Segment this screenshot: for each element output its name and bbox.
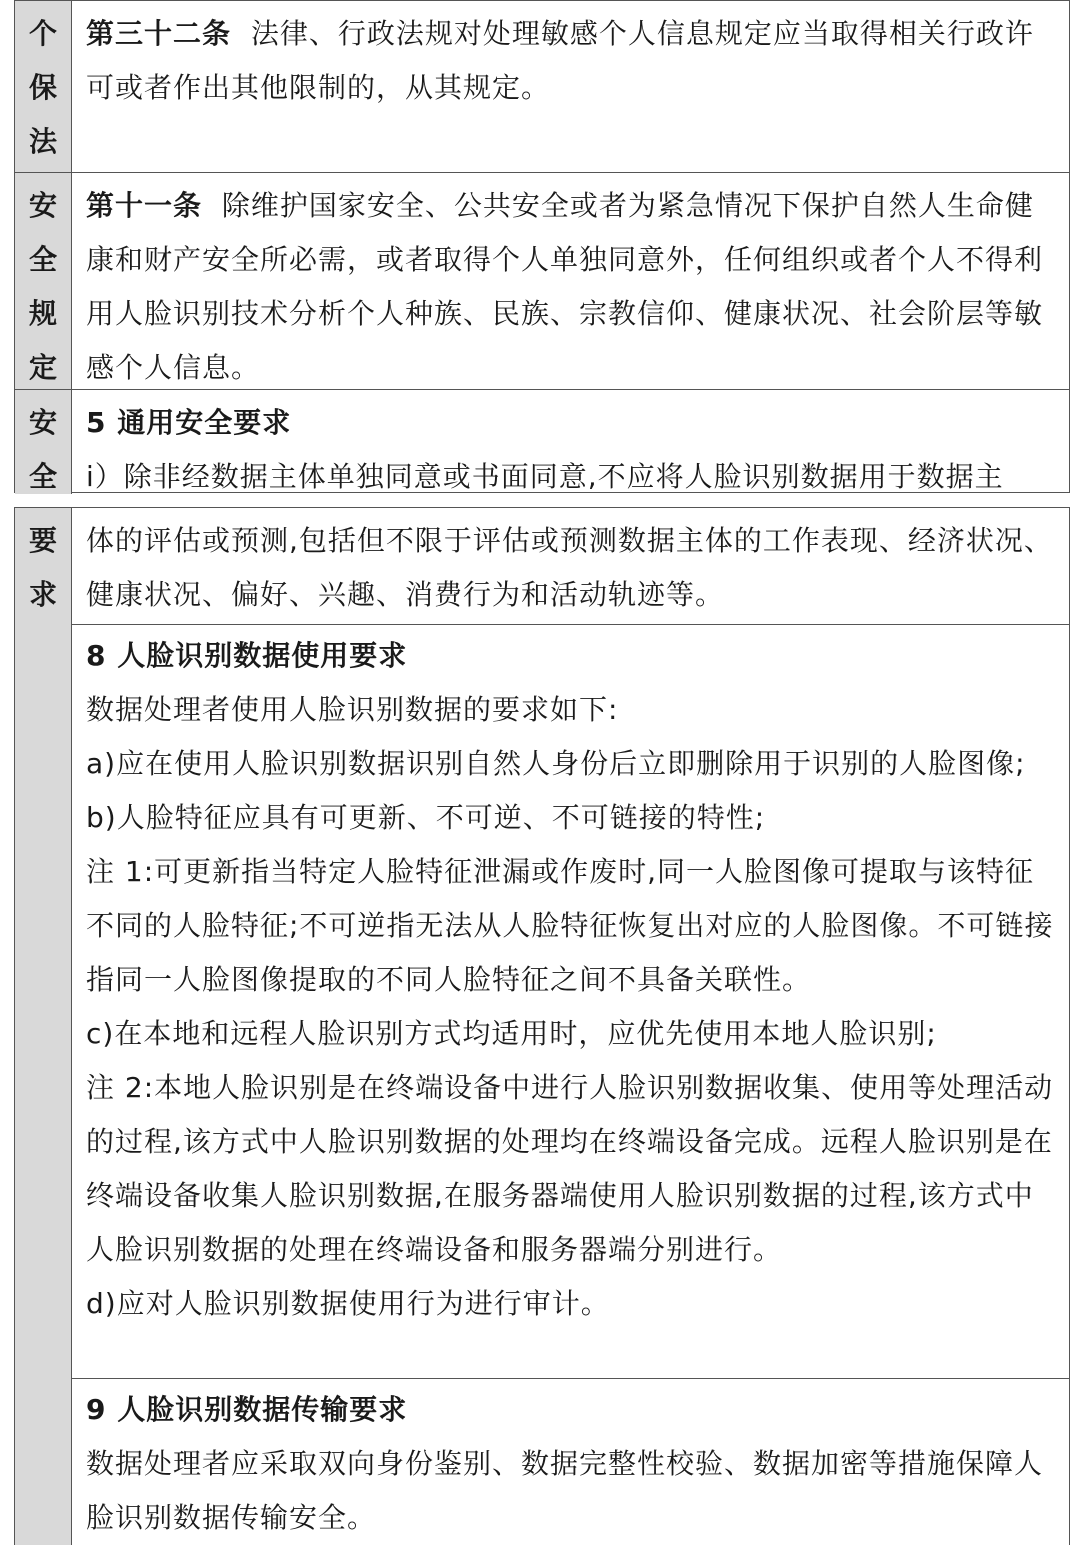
- article-heading: 第三十二条: [86, 17, 232, 50]
- category-char: 要: [28, 524, 57, 557]
- category-cell: [15, 390, 72, 494]
- article-text: [86, 7, 1057, 115]
- article-text: [86, 179, 1057, 395]
- category-cell: [15, 173, 72, 389]
- section-8-title: 8 人脸识别数据使用要求: [86, 638, 408, 672]
- section-8-line: 注 2:本地人脸识别是在终端设备中进行人脸识别数据收集、使用等处理活动的过程,该方式中人脸识别数据的处理均在终端设备完成。远程人脸识别是在终端设备收集人脸识别数据,在服务器端使用人脸识别数据的过程,该方式中人脸识别数据的处理在终端设备和服务器端分别进行。: [86, 1070, 1054, 1266]
- section-5-continued: [72, 508, 1069, 625]
- section-8-line: c)在本地和远程人脸识别方式均适用时，应优先使用本地人脸识别;: [86, 1016, 937, 1050]
- category-char: 法: [28, 125, 57, 158]
- category-char: 求: [28, 578, 57, 611]
- section-8-line: a)应在使用人脸识别数据识别自然人身份后立即删除用于识别的人脸图像;: [86, 746, 1026, 780]
- category-char: 规: [28, 297, 57, 330]
- content-cell: [72, 390, 1069, 494]
- category-cell: [15, 1, 72, 172]
- section-8: [72, 625, 1069, 1379]
- category-char: 定: [28, 351, 57, 384]
- section-9: [72, 1379, 1069, 1545]
- content-cell: [72, 173, 1069, 389]
- row-security-requirements-top: [15, 390, 1069, 494]
- article-heading: 第十一条: [86, 189, 203, 222]
- category-char: 保: [28, 71, 57, 104]
- section-8-line: d)应对人脸识别数据使用行为进行审计。: [86, 1286, 610, 1320]
- section-5-line: i）除非经数据主体单独同意或书面同意,不应将人脸识别数据用于数据主: [86, 460, 1004, 493]
- section-8-line: 数据处理者使用人脸识别数据的要求如下:: [86, 692, 619, 726]
- lower-table: [14, 507, 1070, 1545]
- category-char: 安: [28, 406, 57, 439]
- content-cell: [72, 1, 1069, 172]
- section-8-line: 注 1:可更新指当特定人脸特征泄漏或作废时,同一人脸图像可提取与该特征不同的人脸特征;不可逆指无法从人脸特征恢复出对应的人脸图像。不可链接指同一人脸图像提取的不同人脸特征之间不具备关联性。: [86, 854, 1054, 996]
- section-5-title: 5 通用安全要求: [86, 406, 292, 439]
- category-char: 安: [28, 189, 57, 222]
- category-cell: [15, 508, 72, 1545]
- section-9-title: 9 人脸识别数据传输要求: [86, 1393, 408, 1426]
- category-char: 全: [28, 460, 57, 493]
- row-security-rules: [15, 173, 1069, 390]
- article-body: 除维护国家安全、公共安全或者为紧急情况下保护自然人生命健康和财产安全所必需，或者取得个人单独同意外，任何组织或者个人不得利用人脸识别技术分析个人种族、民族、宗教信仰、健康状况、社会阶层等敏感个人信息。: [86, 189, 1044, 384]
- section-8-line: b)人脸特征应具有可更新、不可逆、不可链接的特性;: [86, 800, 766, 834]
- category-char: 全: [28, 243, 57, 276]
- article-body: 法律、行政法规对处理敏感个人信息规定应当取得相关行政许可或者作出其他限制的，从其规定。: [86, 17, 1034, 104]
- upper-table: [14, 0, 1070, 493]
- category-char: 个: [28, 17, 57, 50]
- row-personal-info-law: [15, 1, 1069, 173]
- section-9-text: 数据处理者应采取双向身份鉴别、数据完整性校验、数据加密等措施保障人脸识别数据传输安全。: [86, 1447, 1044, 1534]
- section-5-line: 体的评估或预测,包括但不限于评估或预测数据主体的工作表现、经济状况、健康状况、偏好、兴趣、消费行为和活动轨迹等。: [86, 524, 1053, 611]
